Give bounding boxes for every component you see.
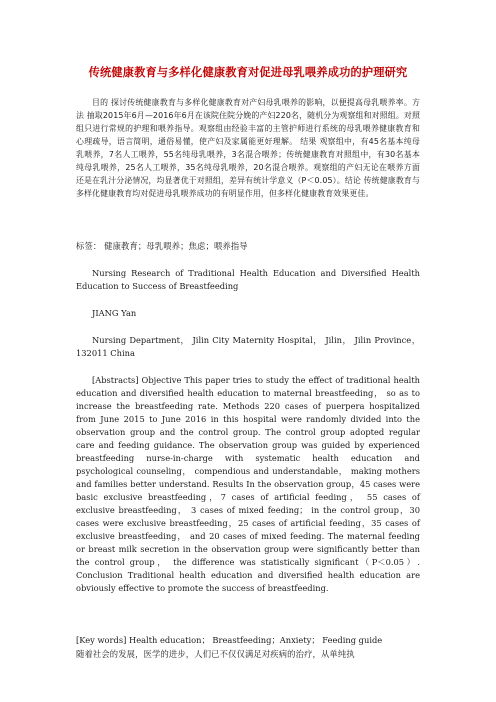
body-text-start: 随着社会的发展，医学的进步，人们已不仅仅满足对疾病的治疗，从单纯执 <box>76 649 355 659</box>
keywords-chinese: 标签： 健康教育；母乳喂养；焦虑；喂养指导 <box>76 241 248 251</box>
keywords-english: [Key words] Health education； Breastfeeding；Anxiety； Feeding guide <box>76 635 383 645</box>
english-title-line-1: Nursing Research of Traditional Health Education and Diversified Health <box>92 268 420 278</box>
affiliation-line-1: Nursing Department， Jilin City Maternity Hospital， Jilin， Jilin Province， <box>92 335 420 345</box>
author-name: JIANG Yan <box>92 308 137 318</box>
document-title: 传统健康教育与多样化健康教育对促进母乳喂养成功的护理研究 <box>88 66 408 79</box>
abstract-english: [Abstracts] Objective This paper tries to study the effect of traditional health education and diversified health education to maternal breastfeeding， so as to increase the breastfeeding rate. Methods 220 cases of puerpera hospitalized from June 2015 to June 2016 in this hospital were randomly divided into the observation group and the control group. The control group adopted regular care and feeding guidance. The observation group was guided by experienced breastfeeding nurse-in-charge with systematic health education and psychological counseling， compendious and understandable， making mothers and families better understand. Results In the observation group，45 cases were basic exclusive breastfeeding，7 cases of artificial feeding， 55 cases of exclusive breastfeeding， 3 cases of mixed feeding； in the control group，30 cases were exclusive breastfeeding，25 cases of artificial feeding，35 cases of exclusive breastfeeding， and 20 cases of mixed feeding. The maternal feeding or breast milk secretion in the observation group were significantly better than the control group， the difference was statistically significant（P＜0.05）. Conclusion Traditional health education and diversified health education are obviously effective to promote the success of breastfeeding. <box>76 375 420 593</box>
abstract-chinese: 目的 探讨传统健康教育与多样化健康教育对产妇母乳喂养的影响，以便提高母乳喂养率。方法 抽取2015年6月—2016年6月在该院住院分娩的产妇220名，随机分为观察组和对照组。对照组只进行常规的护理和喂养指导。观察组由经验丰富的主管护师进行系统的母乳喂养健康教育和心理疏导，语言简明，通俗易懂，使产妇及家属能更好理解。 结果 观察组中，有45名基本纯母乳喂养，7名人工喂养，55名纯母乳喂养，3名混合喂养；传统健康教育对照组中，有30名基本纯母乳喂养，25名人工喂养，35名纯母乳喂养，20名混合喂养。观察组的产妇无论在喂养方面还是在乳汁分泌情况，均显著优于对照组，差异有统计学意义（P＜0.05）。结论 传统健康教育与多样化健康教育均对促进母乳喂养成功的有明显作用，但多样化健康教育效果更佳。 <box>76 98 420 198</box>
english-title-line-2: Education to Success of Breastfeeding <box>76 281 239 291</box>
affiliation-line-2: 132011 China <box>76 348 135 358</box>
